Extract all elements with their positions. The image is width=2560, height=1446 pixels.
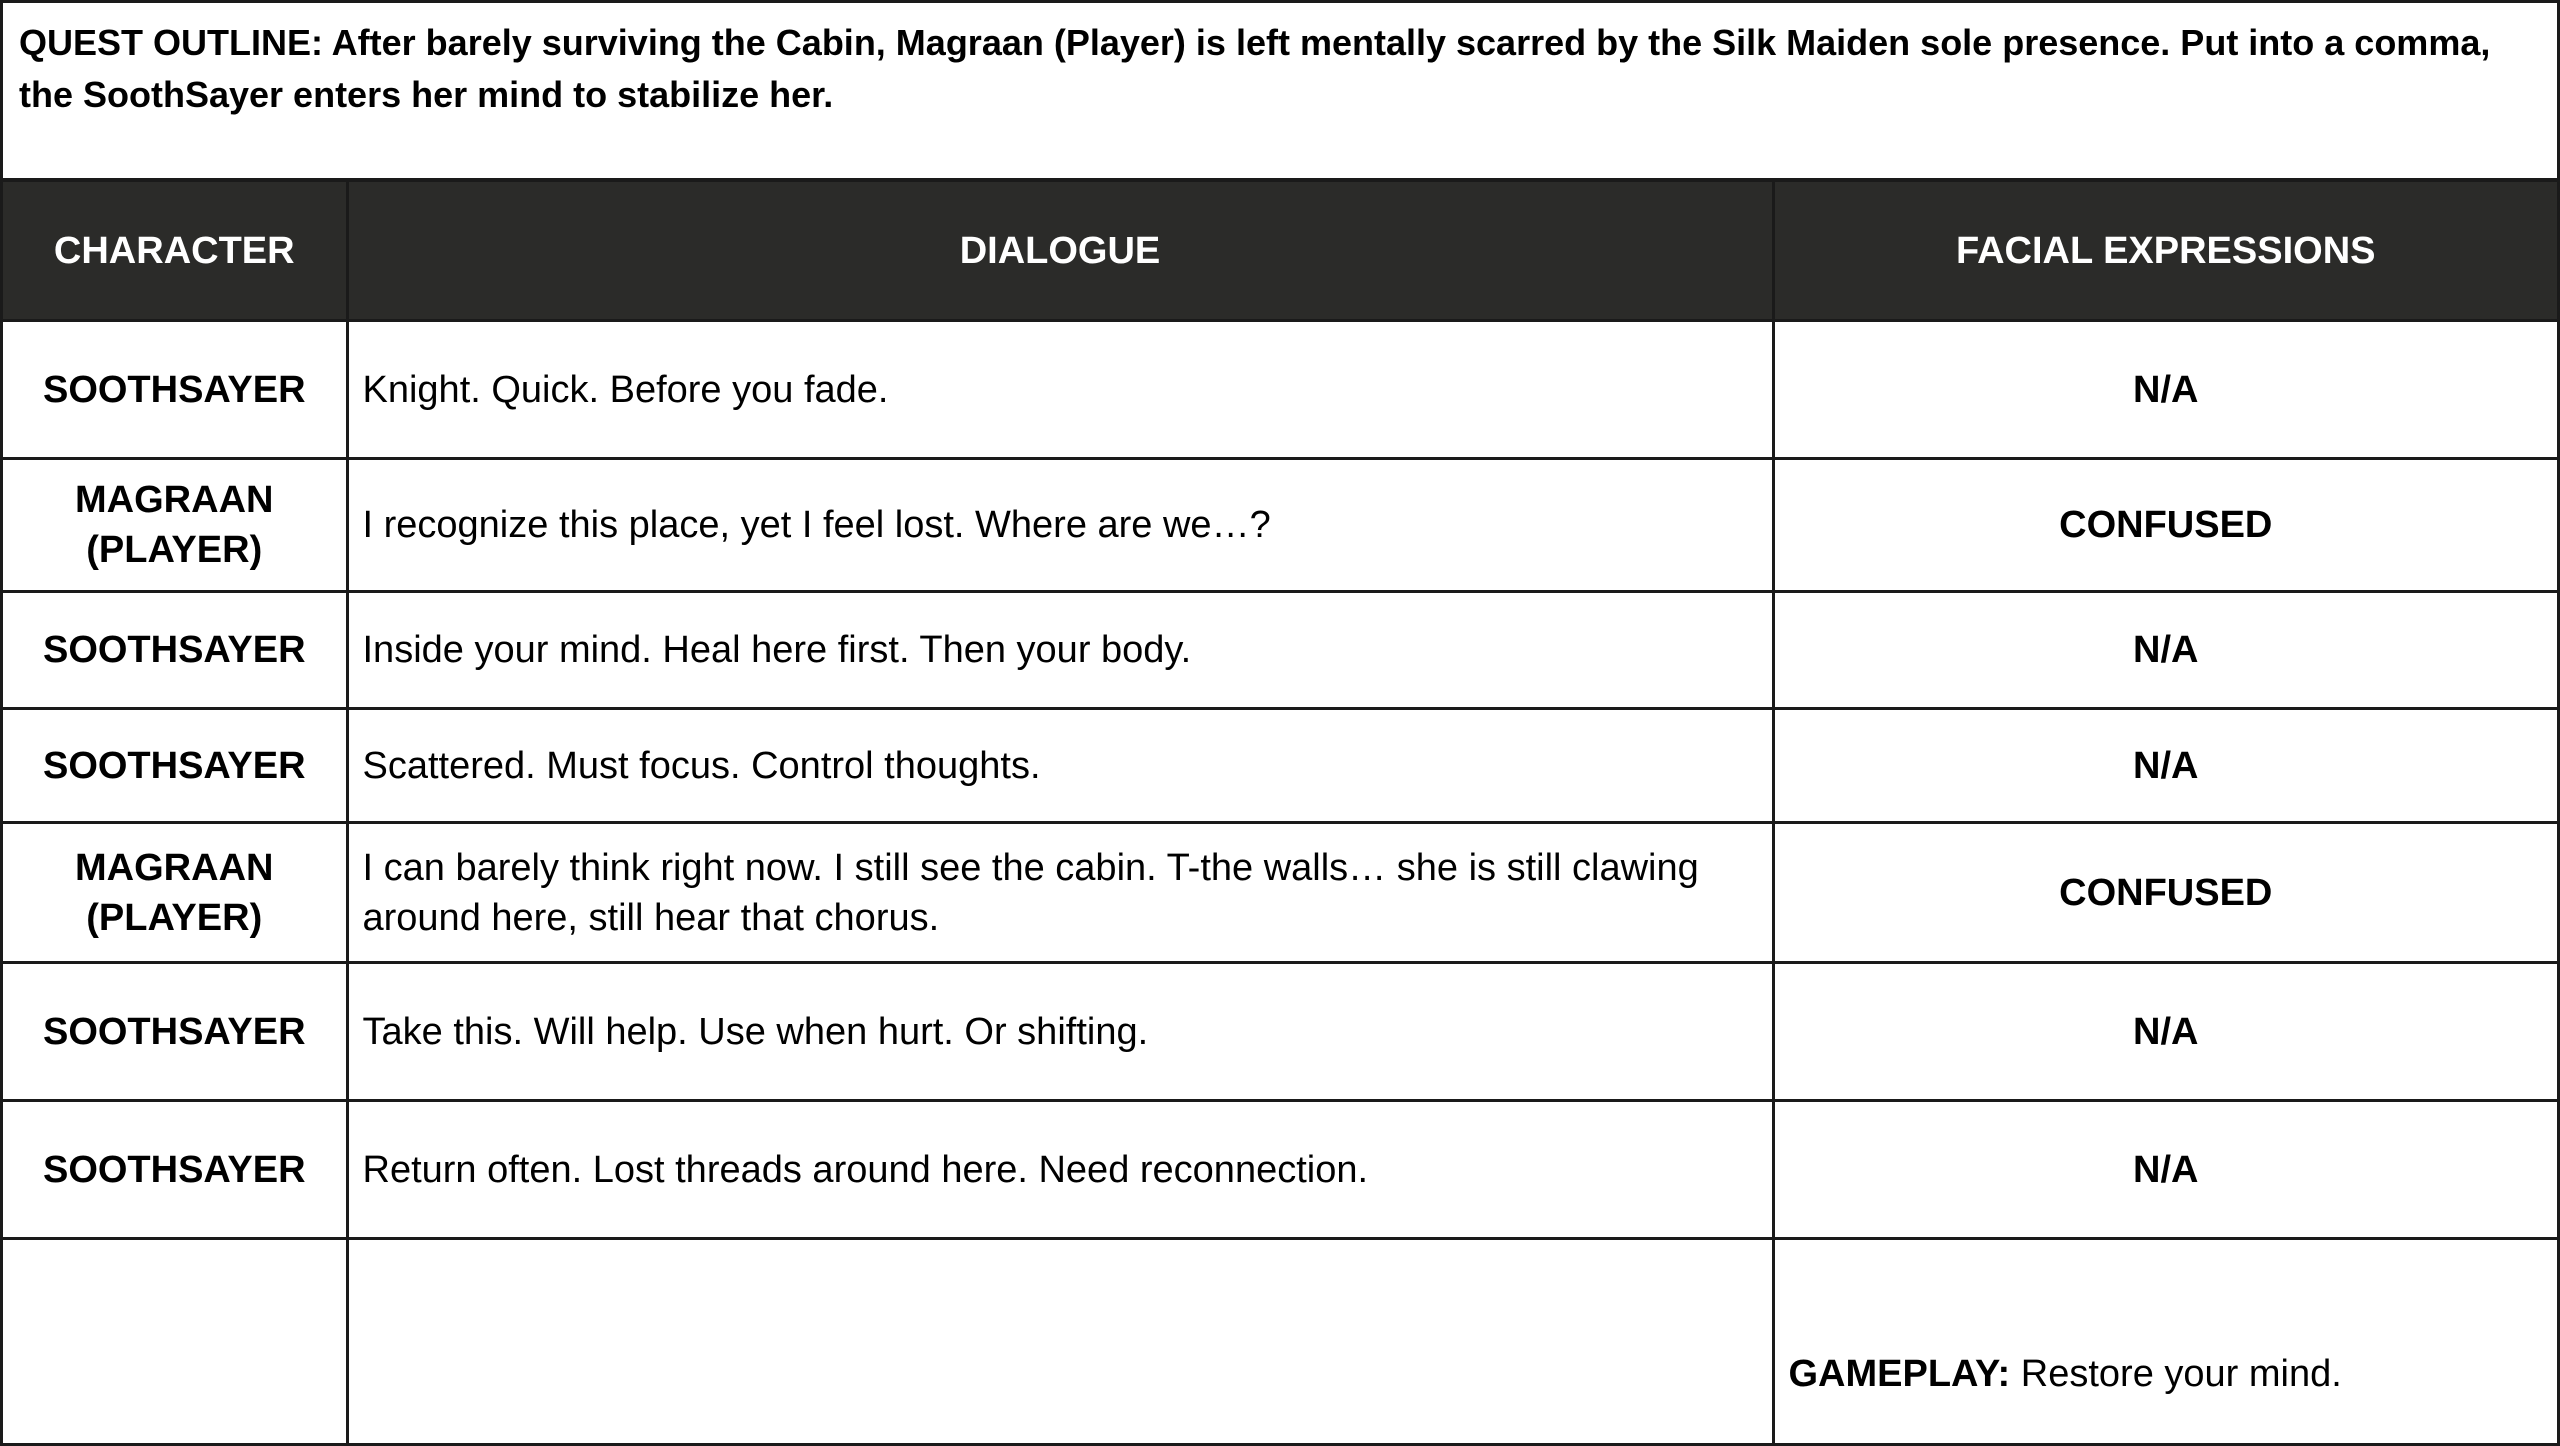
expression-cell: N/A — [1773, 709, 2557, 823]
expression-cell: N/A — [1773, 1101, 2557, 1239]
quest-outline-label: QUEST OUTLINE: — [19, 22, 323, 63]
table-row — [3, 459, 2557, 592]
character-cell: SOOTHSAYER — [3, 592, 347, 709]
empty-dialogue-cell — [347, 1239, 1773, 1443]
character-cell: SOOTHSAYER — [3, 1101, 347, 1239]
dialogue-cell: Inside your mind. Heal here first. Then your body. — [347, 592, 1773, 709]
expression-cell: CONFUSED — [1773, 459, 2557, 592]
table-row — [3, 592, 2557, 709]
character-cell: MAGRAAN (PLAYER) — [3, 459, 347, 592]
expression-cell: N/A — [1773, 963, 2557, 1101]
table-row — [3, 321, 2557, 459]
dialogue-cell: Knight. Quick. Before you fade. — [347, 321, 1773, 459]
expression-cell: N/A — [1773, 321, 2557, 459]
table-row — [3, 1101, 2557, 1239]
empty-character-cell — [3, 1239, 347, 1443]
quest-outline-text: After barely surviving the Cabin, Magraan (Player) is left mentally scarred by the Silk Maiden sole presence. Put into a comma, the SoothSayer enters her mind to stabilize her. — [19, 22, 2491, 115]
table-row — [3, 709, 2557, 823]
dialogue-cell: Return often. Lost threads around here. Need reconnection. — [347, 1101, 1773, 1239]
dialogue-cell: I can barely think right now. I still see the cabin. T-the walls… she is still clawing around here, still hear that chorus. — [347, 823, 1773, 963]
character-cell: SOOTHSAYER — [3, 963, 347, 1101]
character-cell: SOOTHSAYER — [3, 709, 347, 823]
expression-cell: N/A — [1773, 592, 2557, 709]
header-character: CHARACTER — [3, 181, 347, 321]
table-header-row — [3, 181, 2557, 321]
table-row-gameplay — [3, 1239, 2557, 1443]
dialogue-cell: Scattered. Must focus. Control thoughts. — [347, 709, 1773, 823]
dialogue-cell: I recognize this place, yet I feel lost. Where are we…? — [347, 459, 1773, 592]
header-dialogue: DIALOGUE — [347, 181, 1773, 321]
dialogue-cell: Take this. Will help. Use when hurt. Or shifting. — [347, 963, 1773, 1101]
character-cell: SOOTHSAYER — [3, 321, 347, 459]
character-cell: MAGRAAN (PLAYER) — [3, 823, 347, 963]
table-row — [3, 823, 2557, 963]
dialogue-table — [3, 179, 2557, 1443]
gameplay-cell — [1773, 1239, 2557, 1443]
gameplay-label: GAMEPLAY: — [1788, 1352, 2011, 1395]
table-row — [3, 963, 2557, 1101]
expression-cell: CONFUSED — [1773, 823, 2557, 963]
quest-outline — [3, 3, 2557, 181]
header-facial-expressions: FACIAL EXPRESSIONS — [1773, 181, 2557, 321]
gameplay-text: Restore your mind. — [2020, 1352, 2342, 1395]
